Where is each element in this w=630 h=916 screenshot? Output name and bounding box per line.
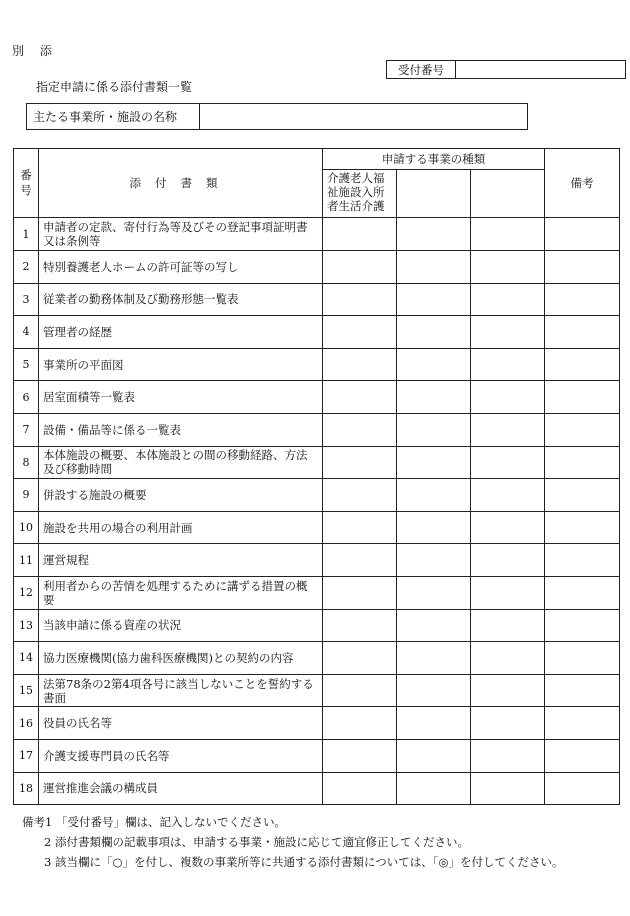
table-row — [14, 218, 620, 251]
row-number: 16 — [14, 707, 39, 740]
kind-check-cell[interactable] — [323, 446, 397, 479]
facility-name-field[interactable] — [200, 104, 527, 129]
table-row — [14, 609, 620, 642]
kind-check-cell[interactable] — [471, 413, 545, 446]
kind-check-cell[interactable] — [323, 316, 397, 349]
row-document: 設備・備品等に係る一覧表 — [39, 413, 323, 446]
kind-check-cell[interactable] — [397, 772, 471, 805]
kind-check-cell[interactable] — [323, 642, 397, 675]
remarks-cell[interactable] — [545, 674, 620, 707]
remarks-cell[interactable] — [545, 446, 620, 479]
kind-check-cell[interactable] — [397, 479, 471, 512]
reception-number-field[interactable] — [456, 61, 625, 78]
kind-check-cell[interactable] — [397, 576, 471, 609]
kind-check-cell[interactable] — [471, 511, 545, 544]
kind-check-cell[interactable] — [323, 576, 397, 609]
table-row — [14, 381, 620, 414]
remarks-cell[interactable] — [545, 739, 620, 772]
remarks-cell[interactable] — [545, 479, 620, 512]
remarks-cell[interactable] — [545, 251, 620, 284]
kind-check-cell[interactable] — [323, 348, 397, 381]
table-row — [14, 511, 620, 544]
header-kind-blank — [397, 170, 471, 218]
kind-check-cell[interactable] — [323, 479, 397, 512]
kind-check-cell[interactable] — [397, 251, 471, 284]
notes — [22, 812, 564, 872]
table-row — [14, 479, 620, 512]
row-document: 協力医療機関(協力歯科医療機関)との契約の内容 — [39, 642, 323, 675]
row-document: 居室面積等一覧表 — [39, 381, 323, 414]
row-number: 7 — [14, 413, 39, 446]
remarks-cell[interactable] — [545, 609, 620, 642]
kind-check-cell[interactable] — [397, 218, 471, 251]
row-number: 12 — [14, 576, 39, 609]
row-document: 従業者の勤務体制及び勤務形態一覧表 — [39, 283, 323, 316]
attachment-table — [13, 148, 620, 805]
row-document: 申請者の定款、寄付行為等及びその登記事項証明書又は条例等 — [39, 218, 323, 251]
row-document: 役員の氏名等 — [39, 707, 323, 740]
kind-check-cell[interactable] — [471, 479, 545, 512]
row-document: 施設を共用の場合の利用計画 — [39, 511, 323, 544]
kind-check-cell[interactable] — [397, 707, 471, 740]
row-number: 10 — [14, 511, 39, 544]
table-row — [14, 772, 620, 805]
kind-check-cell[interactable] — [471, 446, 545, 479]
remarks-cell[interactable] — [545, 642, 620, 675]
row-number: 1 — [14, 218, 39, 251]
remarks-cell[interactable] — [545, 348, 620, 381]
header-remarks: 備考 — [545, 149, 620, 218]
kind-check-cell[interactable] — [397, 674, 471, 707]
row-number: 4 — [14, 316, 39, 349]
kind-check-cell[interactable] — [471, 381, 545, 414]
row-document: 管理者の経歴 — [39, 316, 323, 349]
kind-check-cell[interactable] — [471, 316, 545, 349]
kind-check-cell[interactable] — [323, 609, 397, 642]
header-kind-first: 介護老人福祉施設入所者生活介護 — [323, 170, 397, 218]
remarks-cell[interactable] — [545, 218, 620, 251]
row-number: 8 — [14, 446, 39, 479]
kind-check-cell[interactable] — [323, 511, 397, 544]
row-number: 6 — [14, 381, 39, 414]
kind-check-cell[interactable] — [471, 218, 545, 251]
kind-check-cell[interactable] — [471, 707, 545, 740]
remarks-cell[interactable] — [545, 413, 620, 446]
row-document: 利用者からの苦情を処理するために講ずる措置の概要 — [39, 576, 323, 609]
kind-check-cell[interactable] — [397, 316, 471, 349]
row-document: 運営推進会議の構成員 — [39, 772, 323, 805]
kind-check-cell[interactable] — [397, 413, 471, 446]
kind-check-cell[interactable] — [471, 739, 545, 772]
kind-check-cell[interactable] — [471, 283, 545, 316]
kind-check-cell[interactable] — [397, 283, 471, 316]
kind-check-cell[interactable] — [323, 251, 397, 284]
kind-check-cell[interactable] — [397, 446, 471, 479]
row-number: 3 — [14, 283, 39, 316]
kind-check-cell[interactable] — [471, 544, 545, 577]
row-document: 特別養護老人ホームの許可証等の写し — [39, 251, 323, 284]
remarks-cell[interactable] — [545, 707, 620, 740]
reception-number-box — [386, 60, 626, 79]
header-number: 番 号 — [14, 149, 39, 218]
remarks-cell[interactable] — [545, 283, 620, 316]
row-number: 2 — [14, 251, 39, 284]
table-row — [14, 446, 620, 479]
header-documents: 添付書類 — [39, 149, 323, 218]
row-document: 法第78条の2第4項各号に該当しないことを誓約する書面 — [39, 674, 323, 707]
kind-check-cell[interactable] — [323, 381, 397, 414]
table-row — [14, 348, 620, 381]
kind-check-cell[interactable] — [471, 348, 545, 381]
row-number: 9 — [14, 479, 39, 512]
kind-check-cell[interactable] — [323, 283, 397, 316]
kind-check-cell[interactable] — [397, 348, 471, 381]
table-row — [14, 316, 620, 349]
kind-check-cell[interactable] — [397, 642, 471, 675]
row-document: 運営規程 — [39, 544, 323, 577]
row-document: 本体施設の概要、本体施設との間の移動経路、方法及び移動時間 — [39, 446, 323, 479]
row-number: 13 — [14, 609, 39, 642]
row-number: 11 — [14, 544, 39, 577]
row-number: 5 — [14, 348, 39, 381]
header-kind: 申請する事業の種類 — [323, 149, 545, 170]
facility-name-box — [26, 103, 528, 130]
remarks-cell[interactable] — [545, 511, 620, 544]
header-kind-blank — [471, 170, 545, 218]
kind-check-cell[interactable] — [323, 707, 397, 740]
kind-check-cell[interactable] — [471, 772, 545, 805]
table-row — [14, 707, 620, 740]
document-title: 指定申請に係る添付書類一覧 — [36, 80, 193, 94]
kind-check-cell[interactable] — [397, 511, 471, 544]
annex-label: 別 添 — [12, 44, 58, 58]
kind-check-cell[interactable] — [397, 739, 471, 772]
kind-check-cell[interactable] — [397, 381, 471, 414]
facility-name-label: 主たる事業所・施設の名称 — [27, 104, 200, 129]
kind-check-cell[interactable] — [323, 413, 397, 446]
remarks-cell[interactable] — [545, 316, 620, 349]
table-row — [14, 413, 620, 446]
kind-check-cell[interactable] — [323, 544, 397, 577]
kind-check-cell[interactable] — [471, 674, 545, 707]
kind-check-cell[interactable] — [323, 772, 397, 805]
row-number: 15 — [14, 674, 39, 707]
kind-check-cell[interactable] — [397, 609, 471, 642]
table-row — [14, 544, 620, 577]
kind-check-cell[interactable] — [323, 674, 397, 707]
reception-number-label: 受付番号 — [387, 61, 456, 78]
kind-check-cell[interactable] — [471, 251, 545, 284]
row-document: 事業所の平面図 — [39, 348, 323, 381]
kind-check-cell[interactable] — [323, 739, 397, 772]
remarks-cell[interactable] — [545, 381, 620, 414]
table-row — [14, 642, 620, 675]
table-row — [14, 576, 620, 609]
remarks-cell[interactable] — [545, 576, 620, 609]
row-number: 14 — [14, 642, 39, 675]
table-row — [14, 283, 620, 316]
row-document: 併設する施設の概要 — [39, 479, 323, 512]
row-document: 介護支援専門員の氏名等 — [39, 739, 323, 772]
kind-check-cell[interactable] — [471, 609, 545, 642]
note-line: 3 該当欄に「○」を付し、複数の事業所等に共通する添付書類については、「◎」を付してください。 — [44, 855, 564, 869]
table-row — [14, 251, 620, 284]
row-number: 17 — [14, 739, 39, 772]
remarks-cell[interactable] — [545, 544, 620, 577]
kind-check-cell[interactable] — [471, 576, 545, 609]
row-number: 18 — [14, 772, 39, 805]
remarks-cell[interactable] — [545, 772, 620, 805]
kind-check-cell[interactable] — [397, 544, 471, 577]
table-row — [14, 674, 620, 707]
note-line: 2 添付書類欄の記載事項は、申請する事業・施設に応じて適宜修正してください。 — [44, 835, 469, 849]
kind-check-cell[interactable] — [323, 218, 397, 251]
kind-check-cell[interactable] — [471, 642, 545, 675]
row-document: 当該申請に係る資産の状況 — [39, 609, 323, 642]
note-line: 備考1 「受付番号」欄は、記入しないでください。 — [22, 815, 286, 829]
table-row — [14, 739, 620, 772]
